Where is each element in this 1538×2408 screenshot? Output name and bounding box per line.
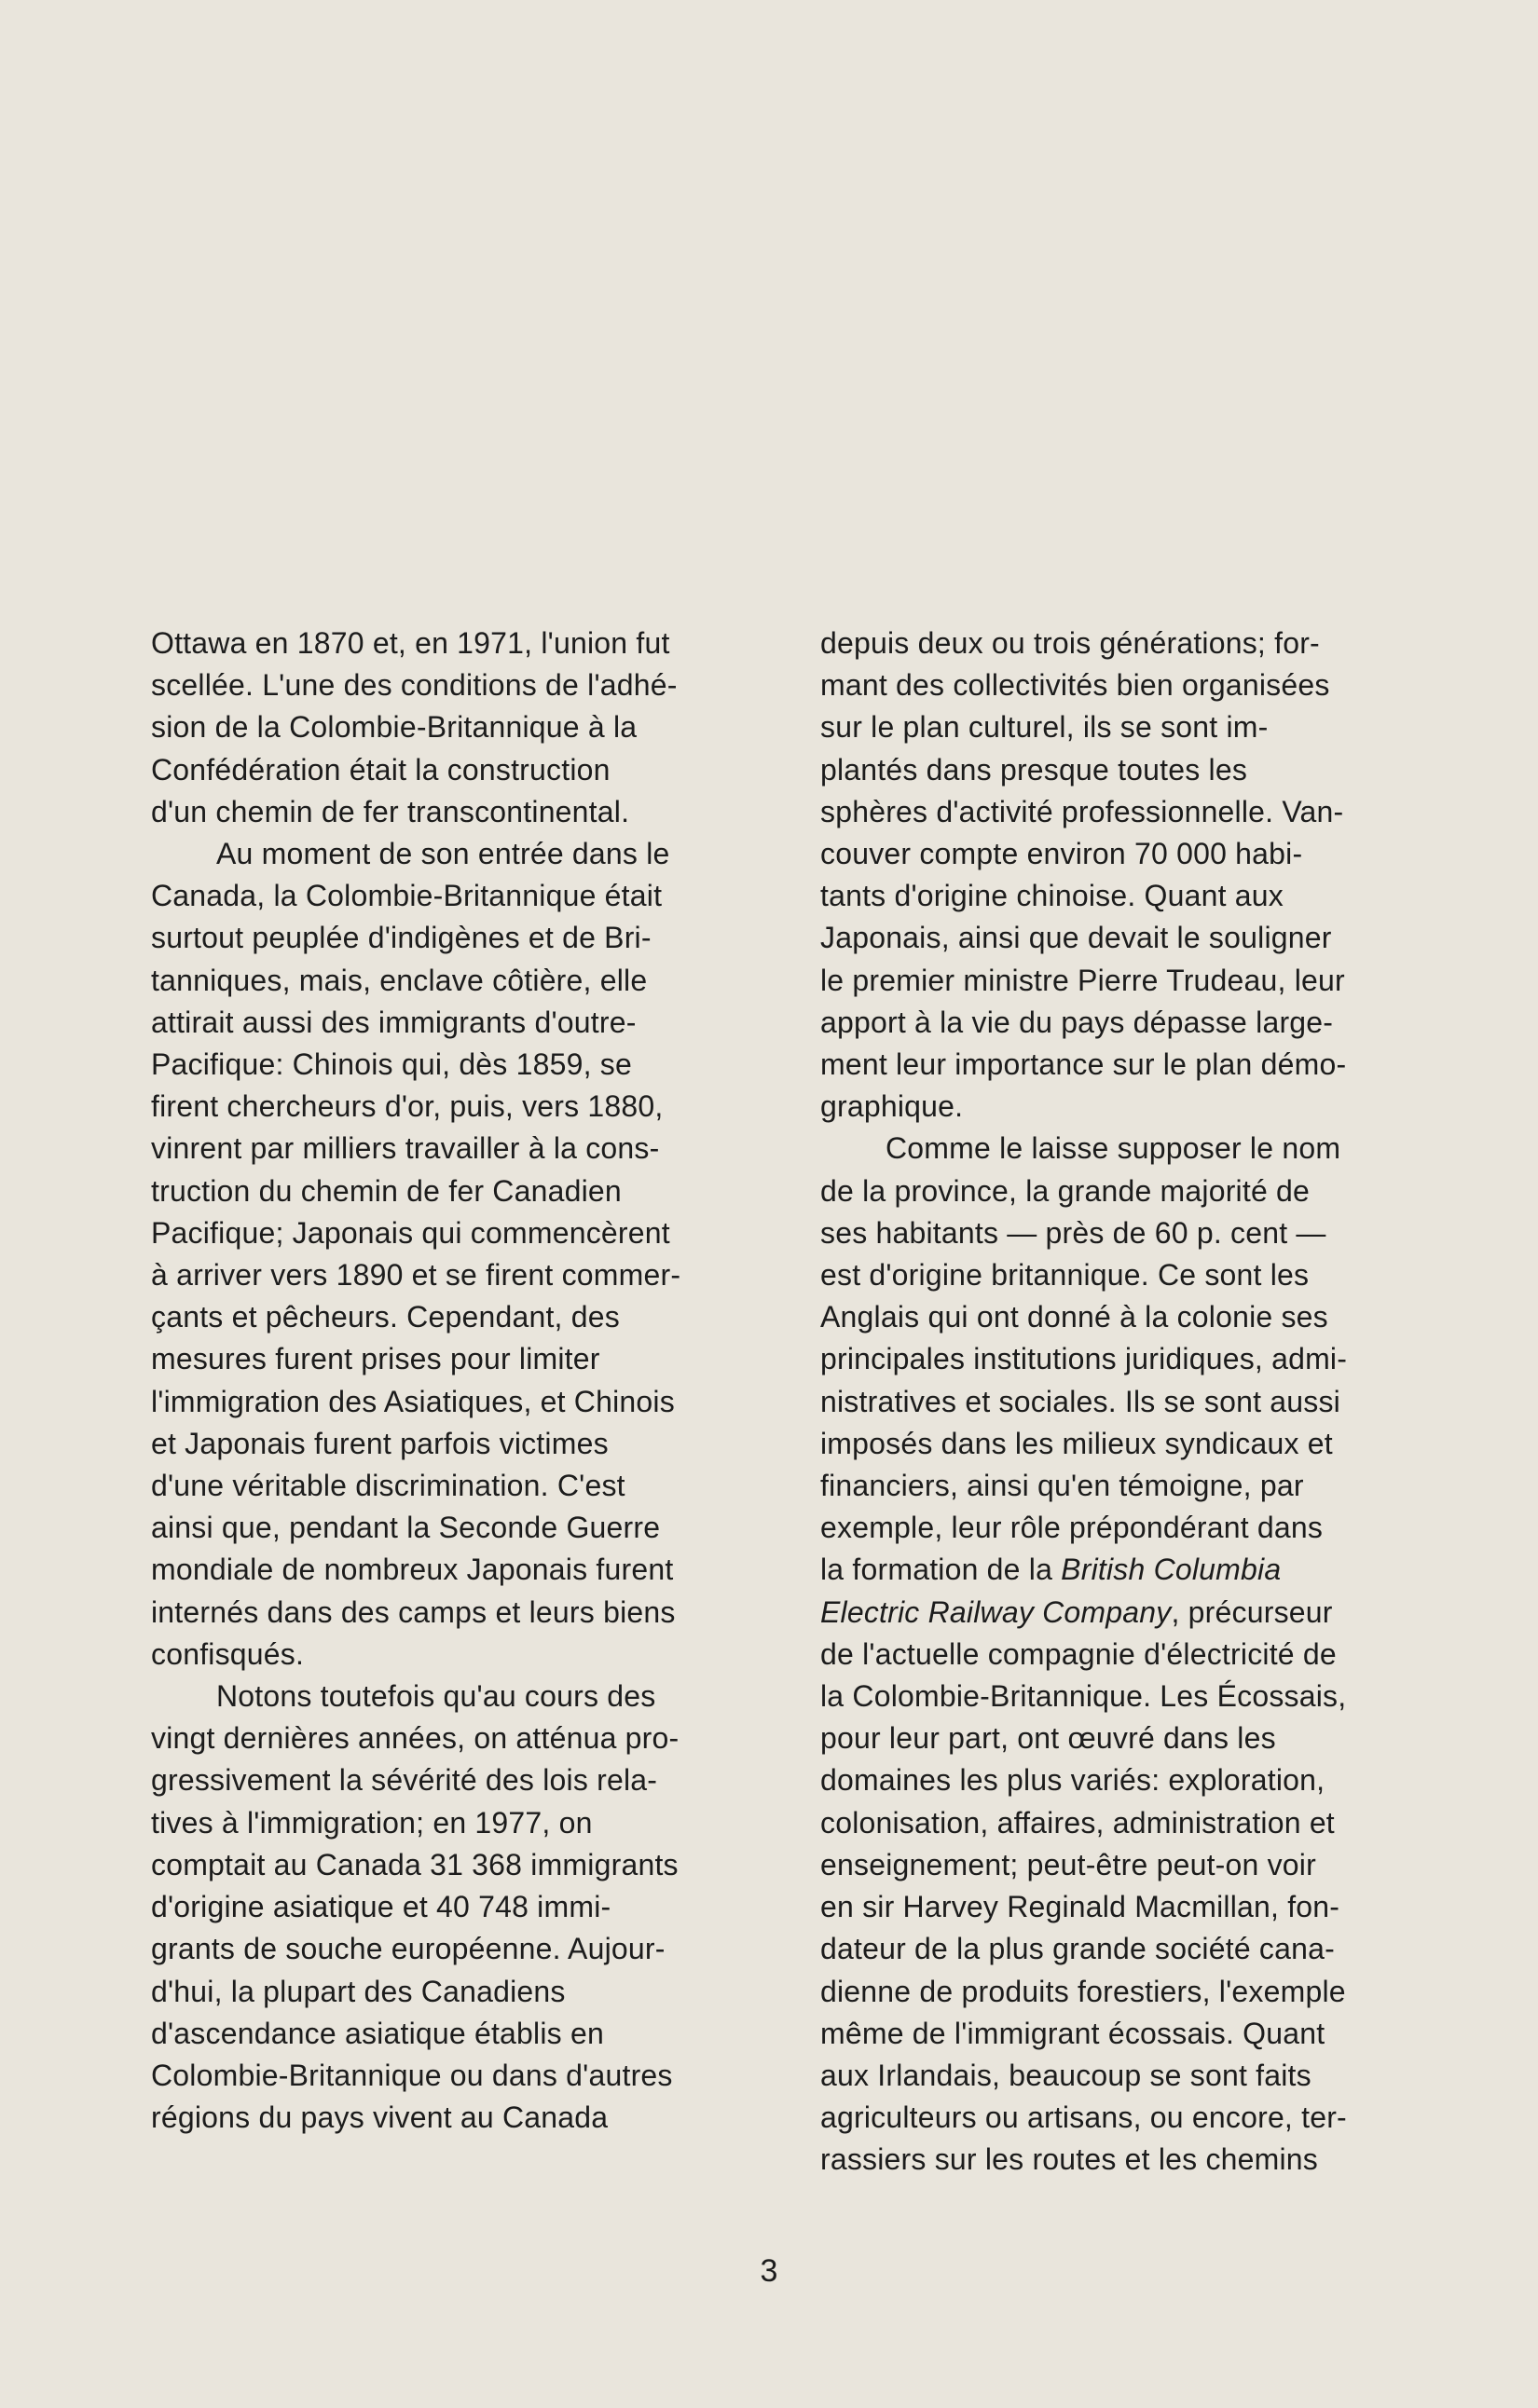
text-line: Confédération était la construction [151, 752, 611, 787]
text-line: firent chercheurs d'or, puis, vers 1880, [151, 1089, 664, 1124]
text-line: l'immigration des Asiatiques, et Chinois [151, 1384, 675, 1418]
text-line: de la province, la grande majorité de [820, 1173, 1311, 1208]
text-line: vinrent par milliers travailler à la cons- [151, 1131, 660, 1166]
text-line: même de l'immigrant écossais. Quant [820, 2016, 1325, 2050]
text-line: vingt dernières années, on atténua pro- [151, 1721, 680, 1756]
text-segment: , précurseur [1171, 1594, 1333, 1629]
text-line: aux Irlandais, beaucoup se sont faits [820, 2058, 1311, 2092]
text-line: mant des collectivités bien organisées [820, 668, 1330, 703]
text-line: attirait aussi des immigrants d'outre- [151, 1005, 637, 1039]
text-line: tives à l'immigration; en 1977, on [151, 1805, 593, 1840]
text-line: Anglais qui ont donné à la colonie ses [820, 1300, 1328, 1334]
text-line: domaines les plus variés: exploration, [820, 1763, 1325, 1798]
text-line: truction du chemin de fer Canadien [151, 1173, 622, 1208]
text-line: rassiers sur les routes et les chemins [820, 2142, 1319, 2177]
text-line: Canada, la Colombie-Britannique était [151, 879, 663, 913]
text-line: Ottawa en 1870 et, en 1971, l'union fut [151, 626, 670, 660]
text-line: Japonais, ainsi que devait le souligner [820, 921, 1332, 955]
text-line: Colombie-Britannique ou dans d'autres [151, 2058, 673, 2092]
text-line: en sir Harvey Reginald Macmillan, fon- [820, 1890, 1340, 1924]
text-line: enseignement; peut-être peut-on voir [820, 1847, 1316, 1881]
paragraph-start-line: Notons toutefois qu'au cours des [216, 1679, 656, 1714]
text-line: de l'actuelle compagnie d'électricité de [820, 1636, 1337, 1671]
text-line: colonisation, affaires, administration et [820, 1805, 1335, 1840]
text-line: d'un chemin de fer transcontinental. [151, 794, 630, 828]
text-line: confisqués. [151, 1636, 305, 1671]
text-line: d'hui, la plupart des Canadiens [151, 1974, 566, 2008]
text-line: internés dans des camps et leurs biens [151, 1594, 676, 1629]
text-line: Pacifique; Japonais qui commencèrent [151, 1215, 670, 1250]
text-line: mesures furent prises pour limiter [151, 1342, 600, 1376]
text-line: régions du pays vivent au Canada [151, 2100, 609, 2135]
text-line: le premier ministre Pierre Trudeau, leur [820, 963, 1345, 997]
text-line: scellée. L'une des conditions de l'adhé- [151, 668, 678, 703]
text-line: plantés dans presque toutes les [820, 752, 1248, 787]
text-line: imposés dans les milieux syndicaux et [820, 1426, 1333, 1460]
text-line: ment leur importance sur le plan démo- [820, 1047, 1347, 1082]
text-line: gressivement la sévérité des lois rela- [151, 1763, 658, 1798]
text-line: et Japonais furent parfois victimes [151, 1426, 609, 1460]
text-line: principales institutions juridiques, admi- [820, 1342, 1348, 1376]
right-column [820, 623, 1426, 2182]
text-line: pour leur part, ont œuvré dans les [820, 1721, 1276, 1756]
text-line: sur le plan culturel, ils se sont im- [820, 710, 1269, 745]
text-line: agriculteurs ou artisans, ou encore, ter- [820, 2100, 1347, 2135]
text-line: apport à la vie du pays dépasse large- [820, 1005, 1334, 1039]
text-line-with-italic [820, 1592, 1426, 1634]
text-line: couver compte environ 70 000 habi- [820, 837, 1303, 871]
text-line: Pacifique: Chinois qui, dès 1859, se [151, 1047, 632, 1082]
text-line: dienne de produits forestiers, l'exemple [820, 1974, 1346, 2008]
text-line: grants de souche européenne. Aujour- [151, 1932, 666, 1966]
page-number: 3 [760, 2253, 778, 2289]
text-line: d'une véritable discrimination. C'est [151, 1469, 625, 1503]
text-line: sion de la Colombie-Britannique à la [151, 710, 638, 745]
left-column [151, 623, 757, 2139]
text-line: ainsi que, pendant la Seconde Guerre [151, 1511, 661, 1545]
paragraph-start-line: Comme le laisse supposer le nom [886, 1131, 1341, 1166]
text-line: ses habitants — près de 60 p. cent — [820, 1215, 1326, 1250]
paragraph-start-line: Au moment de son entrée dans le [216, 837, 670, 871]
text-line: financiers, ainsi qu'en témoigne, par [820, 1469, 1304, 1503]
text-line: à arriver vers 1890 et se firent commer- [151, 1258, 681, 1293]
text-line: nistratives et sociales. Ils se sont aussi [820, 1384, 1340, 1418]
text-line: sphères d'activité professionnelle. Van- [820, 794, 1344, 828]
text-line: la Colombie-Britannique. Les Écossais, [820, 1679, 1347, 1714]
italic-company-name: British Columbia [1061, 1553, 1282, 1587]
text-line: mondiale de nombreux Japonais furent [151, 1553, 674, 1587]
text-line: d'origine asiatique et 40 748 immi- [151, 1890, 611, 1924]
text-line: exemple, leur rôle prépondérant dans [820, 1511, 1324, 1545]
text-line: comptait au Canada 31 368 immigrants [151, 1847, 679, 1881]
text-line: graphique. [820, 1089, 964, 1124]
text-line: surtout peuplée d'indigènes et de Bri- [151, 921, 652, 955]
text-line: depuis deux ou trois générations; for- [820, 626, 1320, 660]
text-line-with-italic [820, 1549, 1426, 1591]
text-line: est d'origine britannique. Ce sont les [820, 1258, 1310, 1293]
text-line: tanniques, mais, enclave côtière, elle [151, 963, 648, 997]
text-line: d'ascendance asiatique établis en [151, 2016, 604, 2050]
text-segment: la formation de la [820, 1553, 1053, 1587]
text-line: tants d'origine chinoise. Quant aux [820, 879, 1284, 913]
italic-company-name: Electric Railway Company [820, 1594, 1172, 1629]
text-line: çants et pêcheurs. Cependant, des [151, 1300, 620, 1334]
text-line: dateur de la plus grande société cana- [820, 1932, 1335, 1966]
